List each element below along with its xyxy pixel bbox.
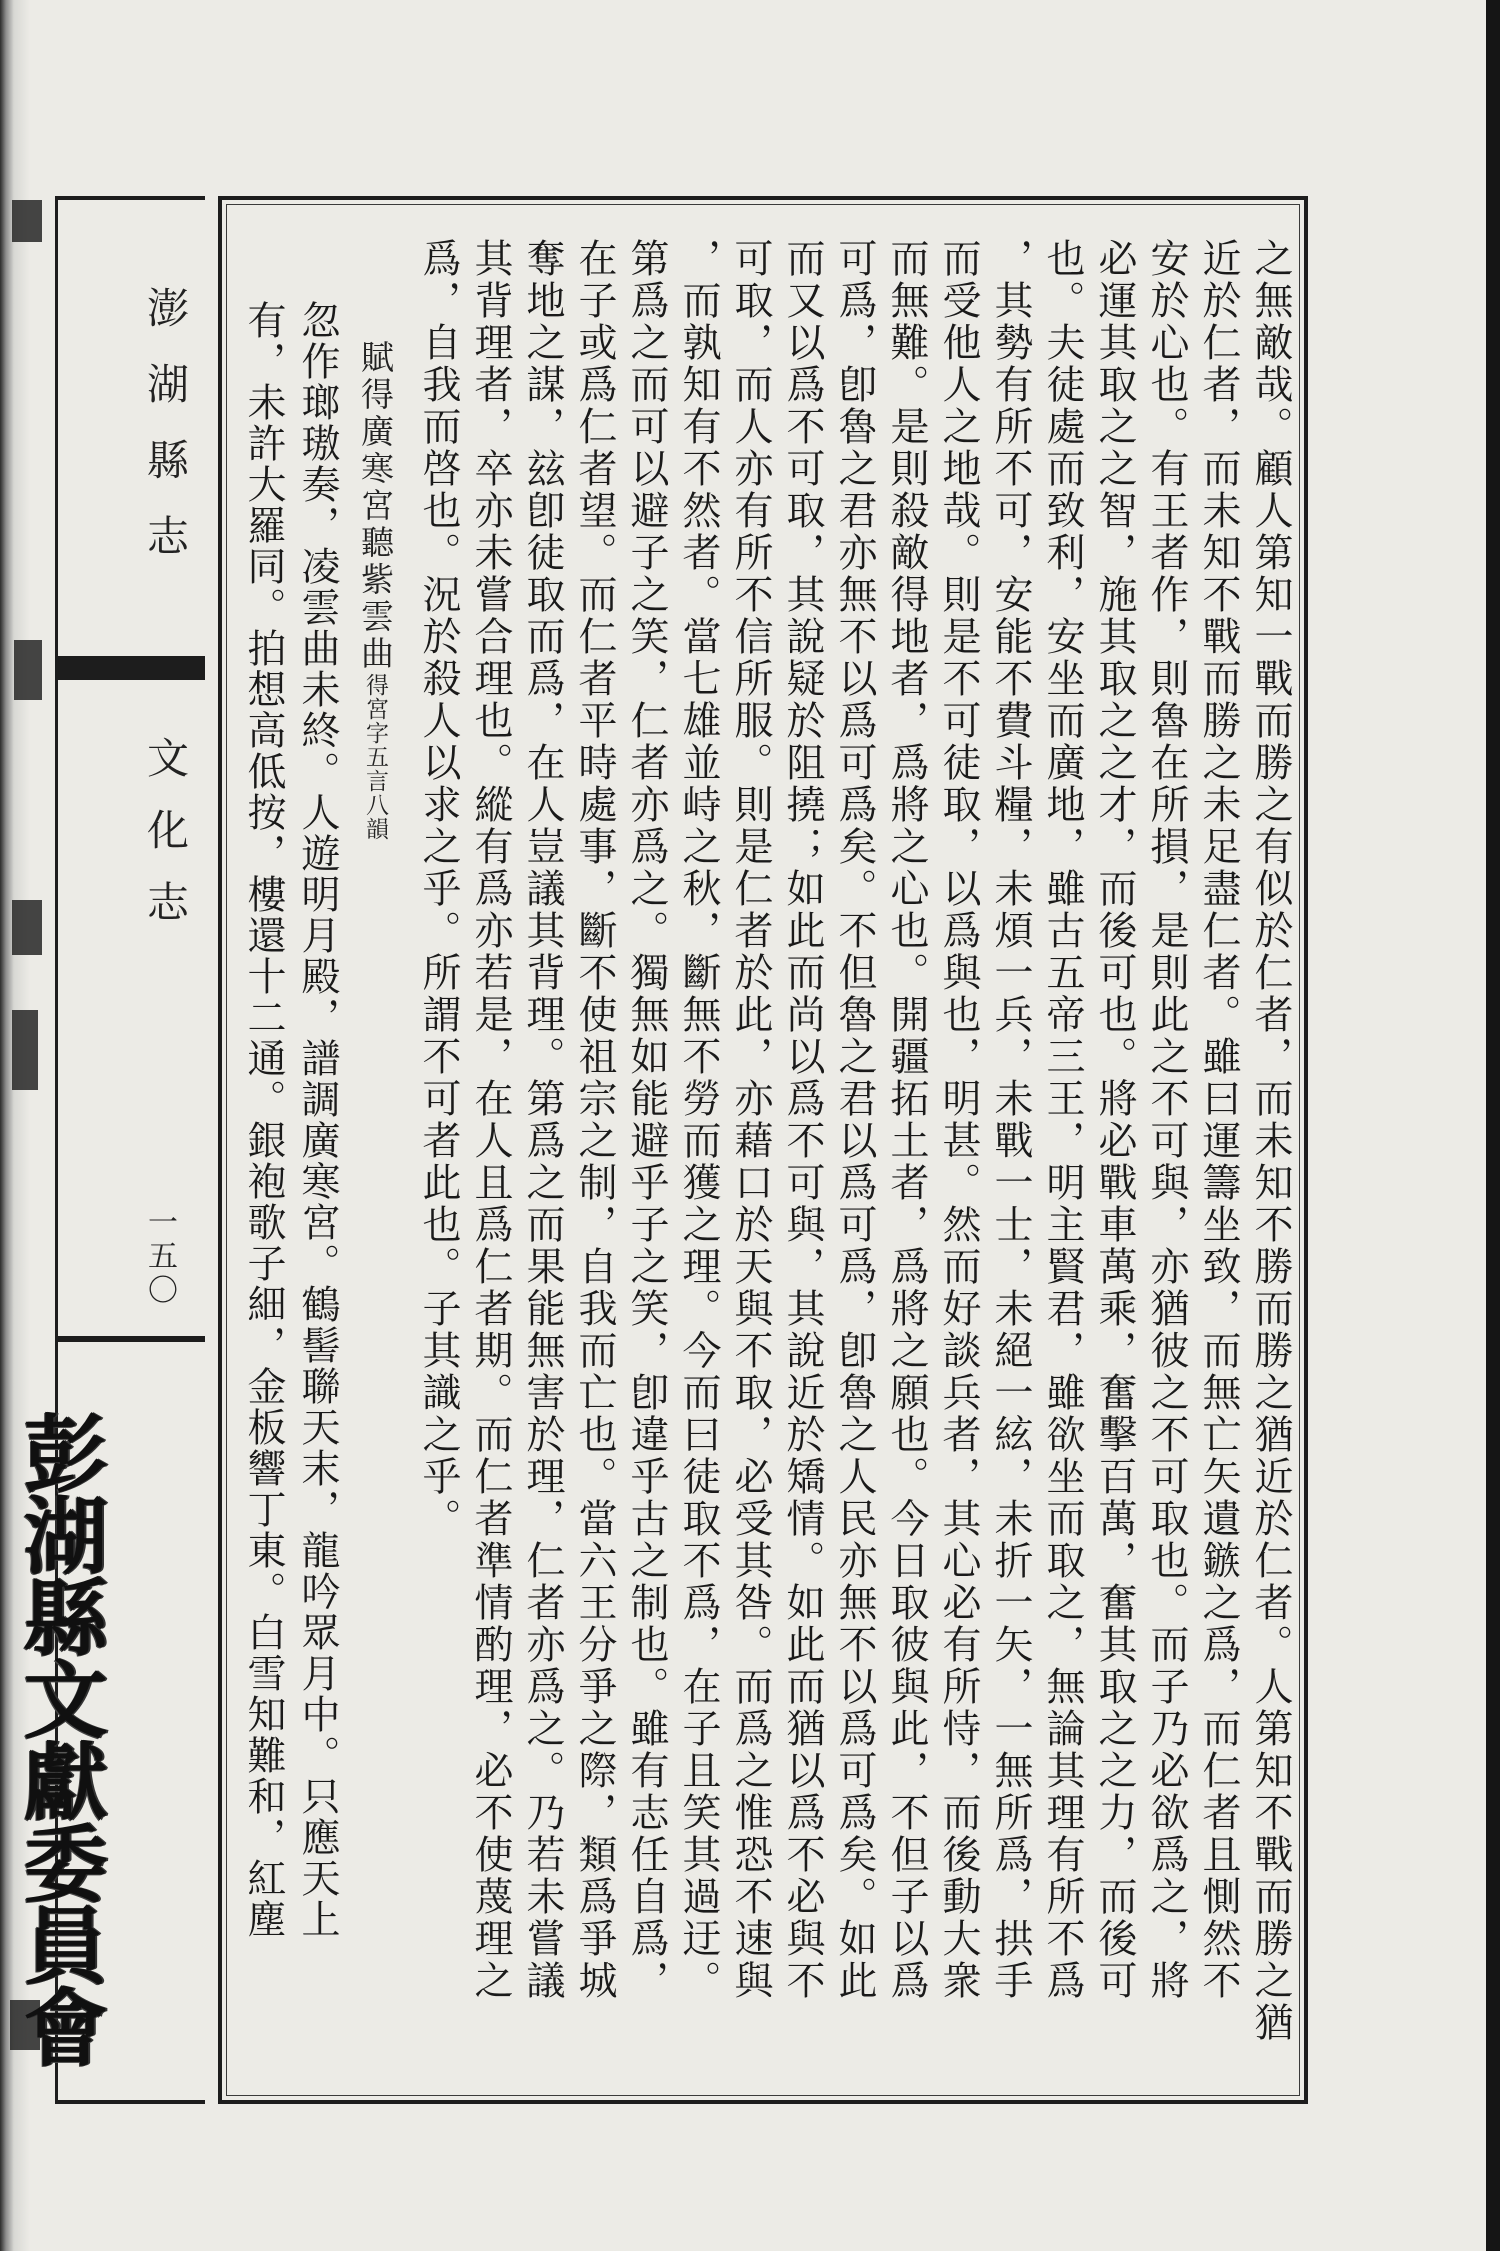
text-column: ，而孰知有不然者。當七雄並峙之秋，斷無不勞而獲之理。今而曰徒取不爲，在子且笑其過迂。 bbox=[676, 238, 721, 2002]
text-column: ，其勢有所不可，安能不費斗糧，未煩一兵，未戰一士，未絕一絃，未折一矢，一無所爲，拱手 bbox=[988, 238, 1033, 2002]
text-column: 其背理者，卒亦未嘗合理也。縱有爲亦若是，在人且爲仁者期。而仁者準情酌理，必不使蔑理之 bbox=[468, 238, 513, 2002]
poem-line: 有，未許大羅同。拍想高低按，樓還十二通。銀袍歌子細，金板響丁東。白雪知難和，紅塵 bbox=[241, 300, 286, 1940]
text-column: 之無敵哉。顧人第知一戰而勝之有似於仁者，而未知不勝而勝之猶近於仁者。人第知不戰而勝之猶 bbox=[1248, 238, 1293, 2044]
text-column: 可爲，卽魯之君亦無不以爲可爲矣。不但魯之君以爲可爲，卽魯之人民亦無不以爲可爲矣。如此 bbox=[832, 238, 877, 2002]
poem-line: 忽作瑯璈奏，凌雲曲未終。人遊明月殿，譜調廣寒宮。鶴髻聯天末，龍吟眾月中。只應天上 bbox=[295, 300, 340, 1940]
text-column: 也。夫徒處而致利，安坐而廣地，雖古五帝三王，明主賢君，雖欲坐而取之，無論其理有所不爲 bbox=[1040, 238, 1085, 2002]
text-column: 第爲之而可以避子之笑，仁者亦爲之。獨無如能避乎子之笑，卽違乎古之制也。雖有志任自爲， bbox=[624, 238, 669, 2002]
text-column: 而受他人之地哉。則是不可徒取，以爲與也，明甚。然而好談兵者，其心必有所恃，而後動大衆 bbox=[936, 238, 981, 2002]
text-column: 安於心也。有王者作，則魯在所損，是則此之不可與，亦猶彼之不可取也。而子乃必欲爲之，將 bbox=[1144, 238, 1189, 2002]
poem-title-note: 得宮字五言八韻 bbox=[362, 673, 388, 841]
ink-mark bbox=[12, 900, 42, 955]
ink-mark bbox=[14, 640, 42, 700]
scan-border bbox=[1486, 0, 1500, 2251]
page-number: 一五〇 bbox=[142, 1206, 177, 1308]
text-column: 近於仁者，而未知不戰而勝之未足盡仁者。雖曰運籌坐致，而無亡矢遺鏃之爲，而仁者且惻然不 bbox=[1196, 238, 1241, 2002]
fish-tail-mark bbox=[55, 1336, 205, 1342]
ink-mark bbox=[12, 200, 42, 242]
ink-mark bbox=[12, 1010, 38, 1090]
text-column: 而無難。是則殺敵得地者，爲將之心也。開疆拓土者，爲將之願也。今日取彼與此，不但子以爲 bbox=[884, 238, 929, 2002]
gutter-rule bbox=[55, 196, 205, 200]
text-column: 而又以爲不可取，其說疑於阻撓；如此而尚以爲不可與，其說近於矯情。如此而猶以爲不必與不 bbox=[780, 238, 825, 2002]
gutter-rule bbox=[55, 2100, 205, 2104]
text-column: 可取，而人亦有所不信所服。則是仁者於此，亦藉口於天與不取，必受其咎。而爲之惟恐不速與 bbox=[728, 238, 773, 2002]
book-title: 澎湖縣志 bbox=[141, 286, 190, 590]
text-column: 爲，自我而啓也。況於殺人以求之乎。所謂不可者此也。子其識之乎。 bbox=[416, 238, 461, 1540]
poem-title: 賦得廣寒宮聽紫雲曲 bbox=[356, 340, 395, 673]
poem-title-column bbox=[352, 340, 398, 2170]
text-column: 奪地之謀，玆卽徒取而爲，在人豈議其背理。第爲之而果能無害於理，仁者亦爲之。乃若未嘗議 bbox=[520, 238, 565, 2002]
text-column: 必運其取之之智，施其取之之才，而後可也。將必戰車萬乘，奮擊百萬，奮其取之之力，而後可 bbox=[1092, 238, 1137, 2002]
fish-tail-mark bbox=[55, 656, 205, 680]
publisher-imprint: 彭湖縣文獻委員會 bbox=[10, 1410, 109, 2066]
text-column: 在子或爲仁者望。而仁者平時處事，斷不使祖宗之制，自我而亡也。當六王分爭之際，類爲爭城 bbox=[572, 238, 617, 2002]
volume-title: 文化志 bbox=[141, 736, 190, 952]
